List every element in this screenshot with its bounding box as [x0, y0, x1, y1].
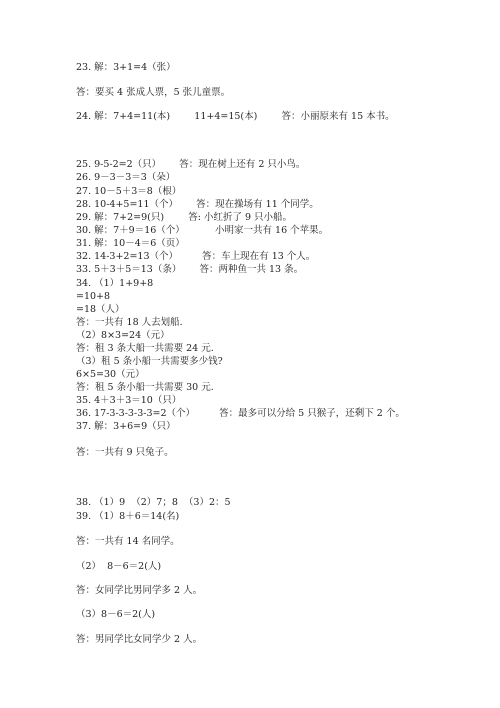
- line-2: 答：要买 4 张成人票，5 张儿童票。: [76, 87, 231, 98]
- line-32: 答：男同学比女同学少 2 人。: [76, 634, 203, 645]
- line-13: 34. （1）1+9+8: [76, 278, 154, 289]
- line-18: 答：租 3 条大船一共需要 24 元.: [76, 343, 214, 354]
- line-25: 答：一共有 9 只兔子。: [76, 447, 174, 458]
- line-24: 37. 解：3+6=9（只）: [76, 421, 176, 432]
- line-27: 39. （1）8＋6＝14(名): [76, 511, 180, 522]
- line-19: （3）租 5 条小船一共需要多少钱?: [76, 356, 223, 367]
- line-29: （2） 8－6＝2(人): [76, 561, 162, 572]
- line-31: （3）8－6＝2(人): [76, 609, 156, 620]
- line-15: =18（人）: [76, 304, 125, 315]
- line-28: 答：一共有 14 名同学。: [76, 536, 180, 547]
- line-12: 33. 5＋3＋5＝13（条） 答：两种鱼一共 13 条。: [76, 264, 304, 275]
- line-21: 答：租 5 条小船一共需要 30 元.: [76, 382, 214, 393]
- line-23: 36. 17-3-3-3-3-3=2（个） 答：最多可以分给 5 只猴子，还剩下 2 个。: [76, 408, 405, 419]
- line-1: 23. 解：3+1=4（张）: [76, 62, 176, 73]
- line-8: 29. 解：7+2=9(只) 答: 小红折了 9 只小船。: [76, 212, 293, 223]
- line-6: 27. 10－5＋3＝8（根）: [76, 186, 182, 197]
- line-20: 6×5=30（元）: [76, 369, 145, 380]
- line-9: 30. 解：7＋9＝16（个） 小明家一共有 16 个苹果。: [76, 225, 329, 236]
- line-14: =10+8: [76, 291, 111, 302]
- line-22: 35. 4＋3＋3＝10（只）: [76, 395, 182, 406]
- line-11: 32. 14-3+2=13（个） 答：车上现在有 13 个人。: [76, 251, 316, 262]
- line-17: （2）8×3=24（元）: [76, 330, 170, 341]
- line-7: 28. 10-4+5=11（个） 答：现在操场有 11 个同学。: [76, 199, 319, 210]
- line-3: 24. 解：7+4=11(本) 11+4=15(本) 答：小丽原来有 15 本书。: [76, 111, 395, 122]
- line-10: 31. 解：10－4＝6（页）: [76, 238, 185, 249]
- line-16: 答：一共有 18 人去划船.: [76, 317, 183, 328]
- line-5: 26. 9－3－3＝3（朵）: [76, 172, 176, 183]
- line-26: 38. （1）9 （2）7；8 （3）2：5: [76, 497, 231, 508]
- line-30: 答：女同学比男同学多 2 人。: [76, 585, 203, 596]
- line-4: 25. 9-5-2=2（只） 答：现在树上还有 2 只小鸟。: [76, 159, 306, 170]
